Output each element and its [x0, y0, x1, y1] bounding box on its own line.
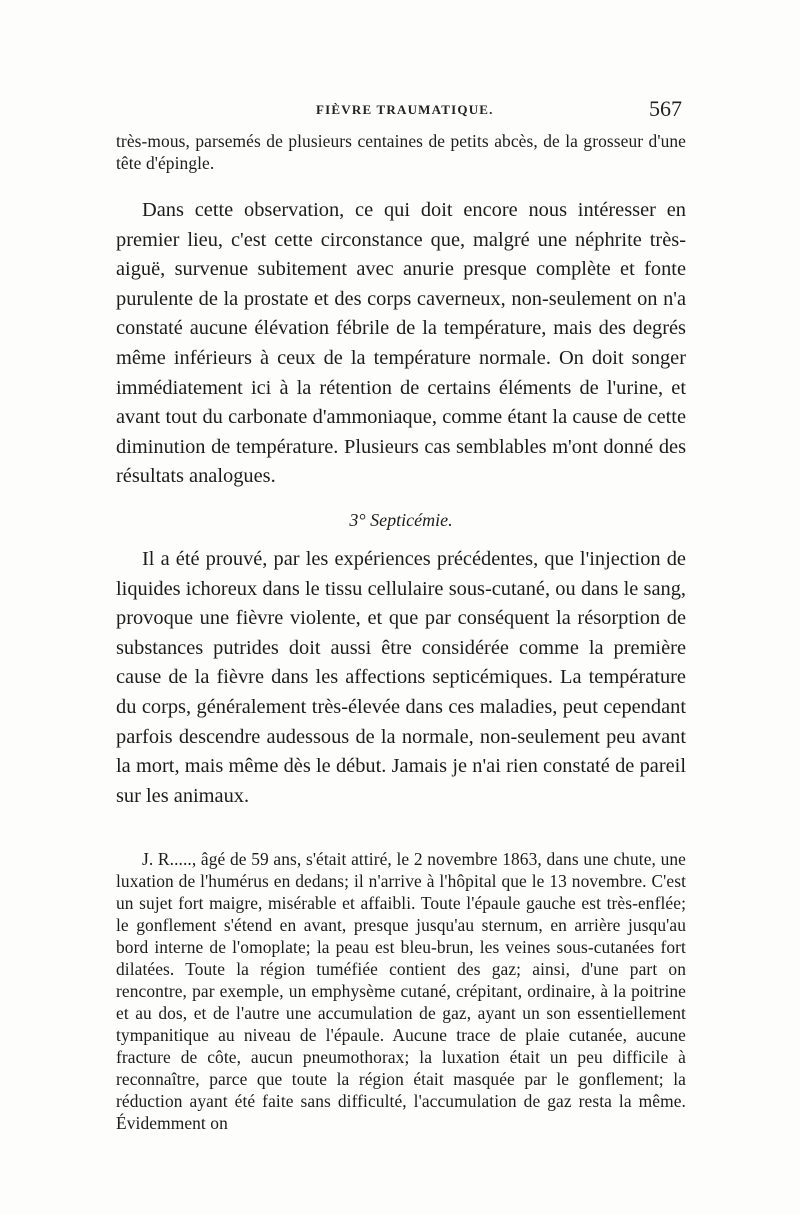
paragraph-continuation: très-mous, parsemés de plusieurs centaines de petits abcès, de la grosseur d'une tête d'épingle. — [116, 131, 686, 173]
section-heading — [116, 510, 686, 531]
paragraph-observation: Dans cette observation, ce qui doit encore nous intéresser en premier lieu, c'est cette circonstance que, malgré une néphrite très-aiguë, survenue subitement avec anurie presque complète et fonte purulente de la prostate et des corps caverneux, non-seulement on n'a constaté aucune élévation fébrile de la température, mais des degrés même inférieurs à ceux de la température normale. On doit songer immédiatement ici à la rétention de certains éléments de l'urine, et avant tout du carbonate d'ammoniaque, comme étant la cause de cette diminution de température. Plusieurs cas semblables m'ont donné des résultats analogues. — [116, 199, 686, 488]
section-heading-text: 3° Septicémie. — [349, 510, 453, 530]
paragraph-septicemia: Il a été prouvé, par les expériences précédentes, que l'injection de liquides ichoreux dans le tissu cellulaire sous-cutané, ou dans le sang, provoque une fièvre violente, et que par conséquent la résorption de substances putrides doit aussi être considérée comme la première cause de la fièvre dans les affections septicémiques. La température du corps, généralement très-élevée dans ces maladies, peut cependant parfois descendre audessous de la normale, non-seulement peu avant la mort, mais même dès le début. Jamais je n'ai rien constaté de pareil sur les animaux. — [116, 548, 686, 807]
running-title: FIÈVRE TRAUMATIQUE. — [316, 102, 494, 117]
page-header — [116, 96, 682, 126]
page-number: 567 — [649, 96, 682, 121]
paragraph-case-report: J. R....., âgé de 59 ans, s'était attiré, le 2 novembre 1863, dans une chute, une luxation de l'humérus en dedans; il n'arrive à l'hôpital que le 13 novembre. C'est un sujet fort maigre, misérable et affaibli. Toute l'épaule gauche est très-enflée; le gonflement s'étend en avant, presque jusqu'au sternum, en arrière jusqu'au bord interne de l'omoplate; la peau est bleu-brun, les veines sous-cutanées fort dilatées. Toute la région tuméfiée contient des gaz; ainsi, d'une part on rencontre, par exemple, un emphysème cutané, crépitant, ordinaire, à la poitrine et au dos, et de l'autre une accumulation de gaz, ayant un son essentiellement tympanitique au niveau de l'épaule. Aucune trace de plaie cutanée, aucune fracture de côte, aucun pneumothorax; la luxation était un peu difficile à reconnaître, parce que toute la région était masquée par le gonflement; la réduction ayant été faite sans difficulté, l'accumulation de gaz resta la même. Évidemment on — [116, 849, 686, 1133]
